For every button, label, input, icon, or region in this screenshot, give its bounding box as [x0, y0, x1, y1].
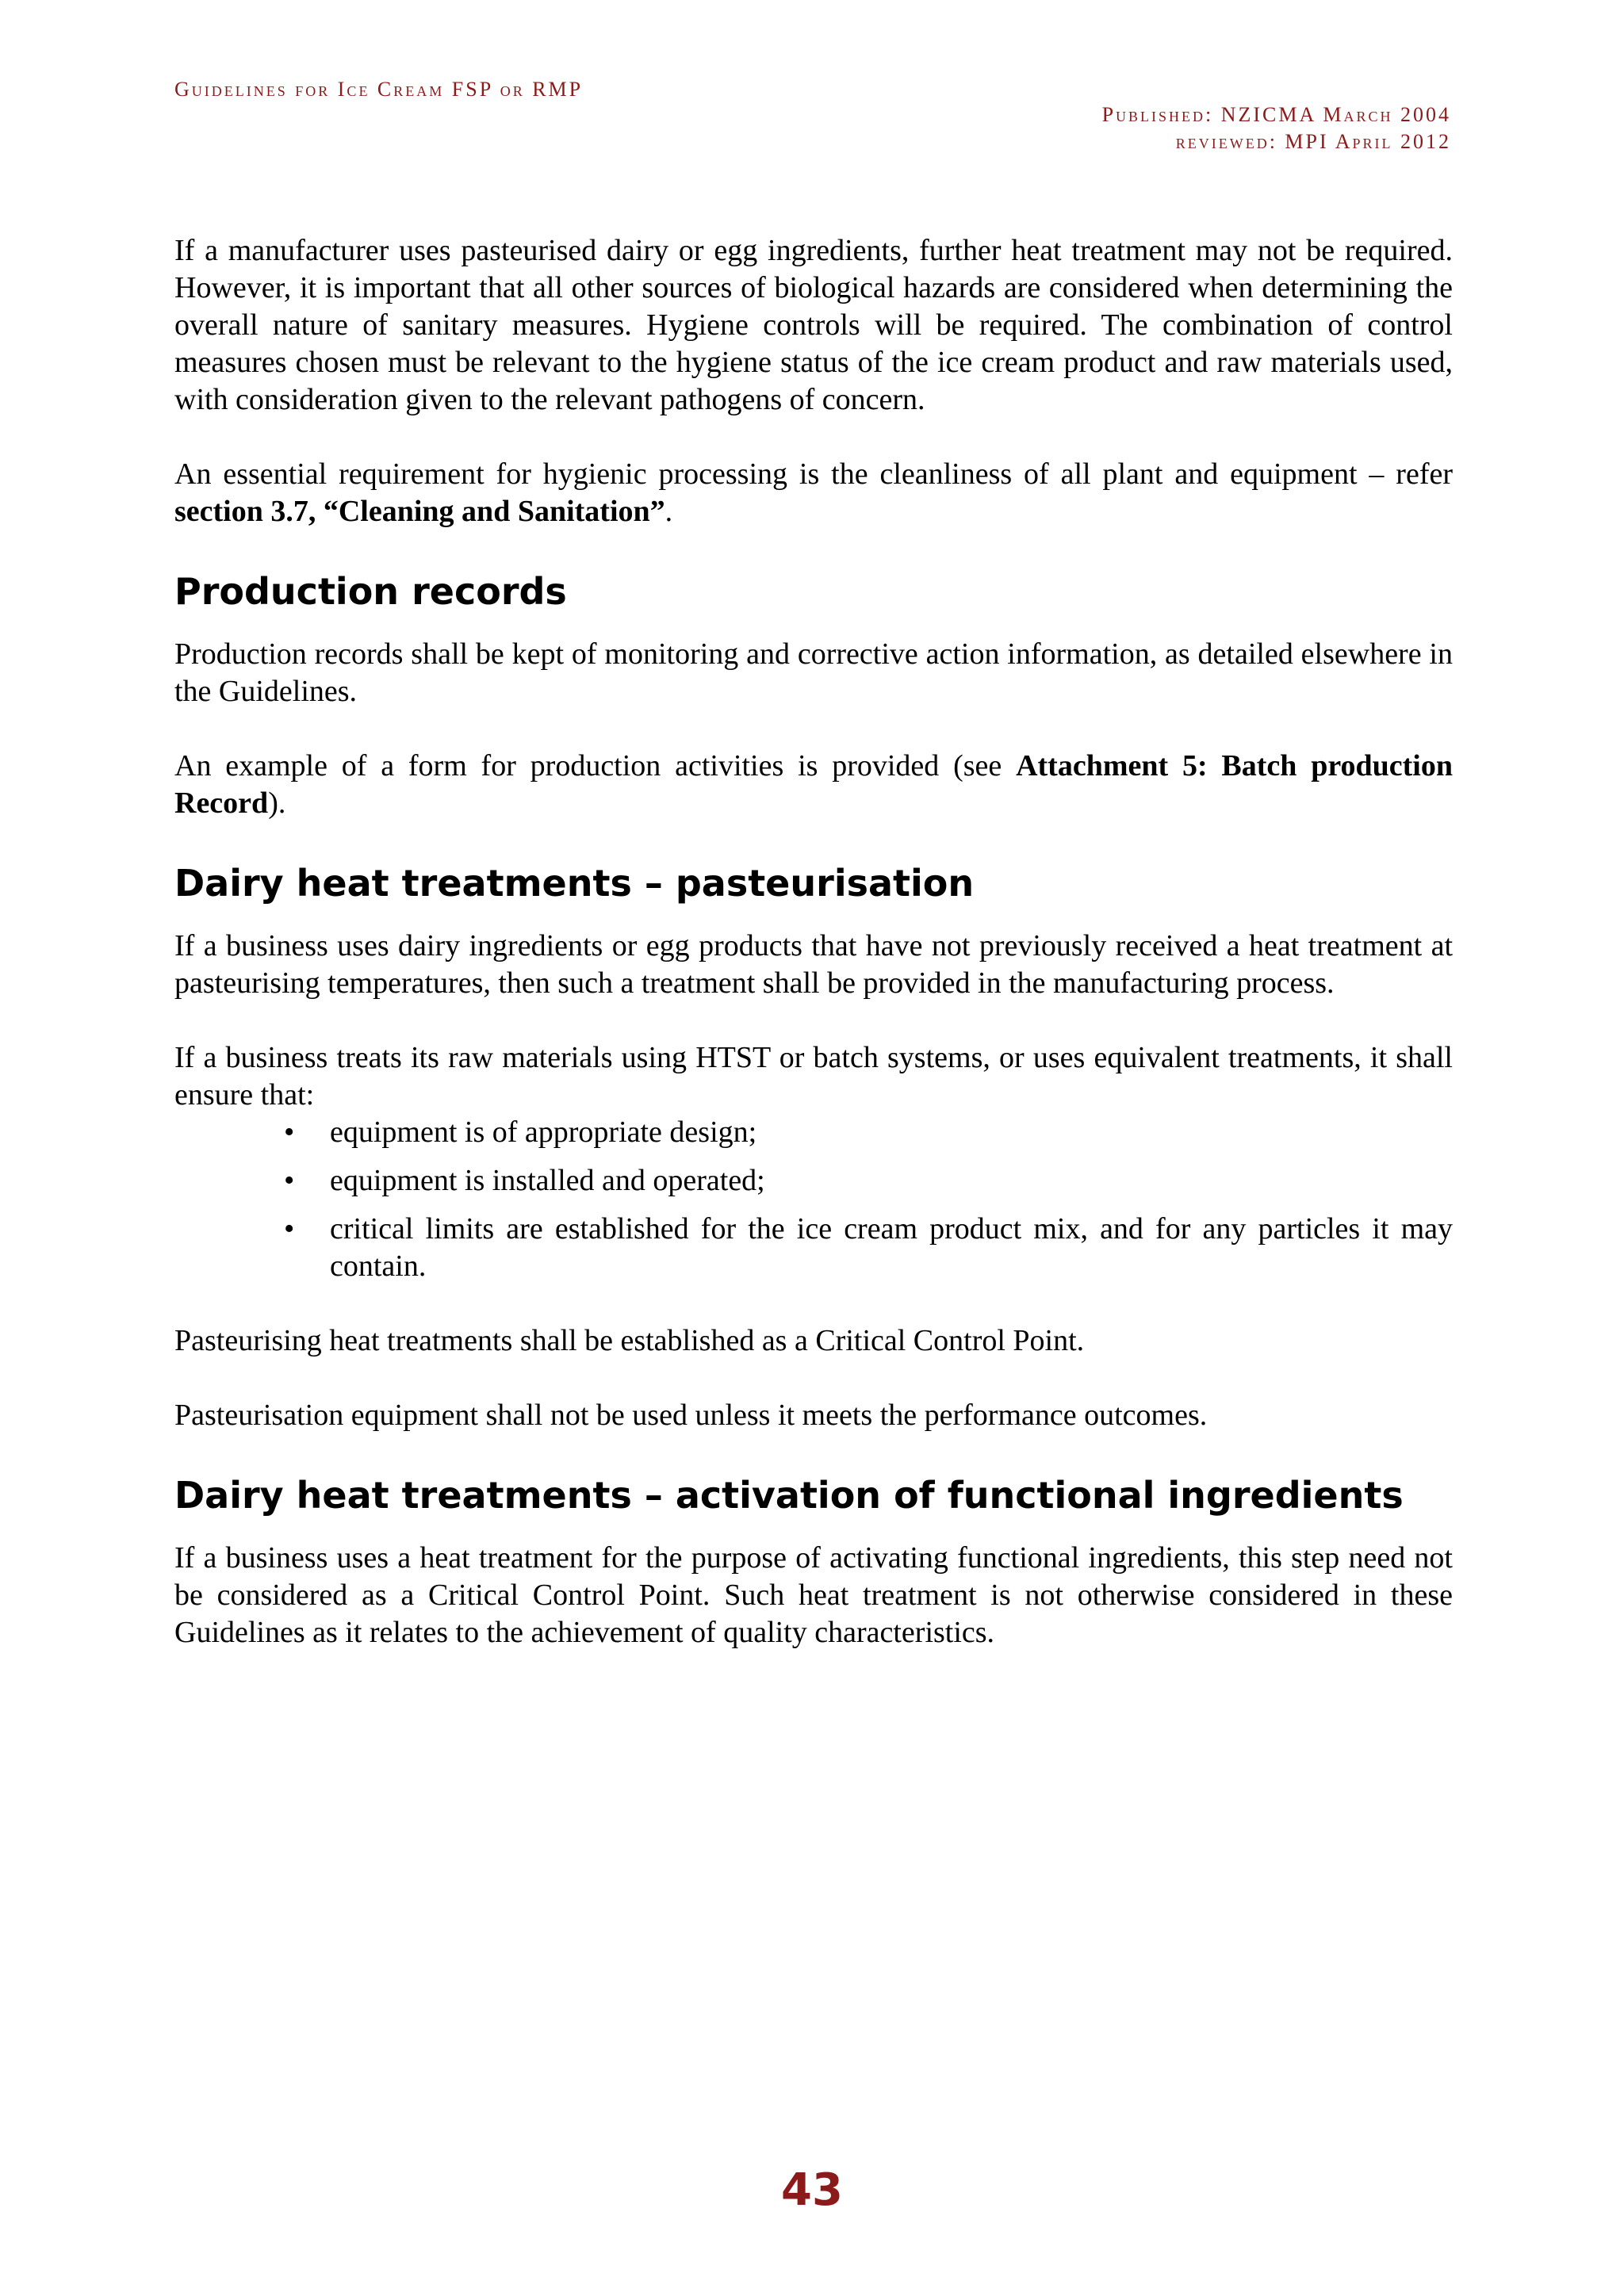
pasteurisation-paragraph-3: Pasteurising heat treatments shall be established as a Critical Control Point.: [174, 1324, 1085, 1357]
list-item-text: equipment is installed and operated;: [330, 1164, 765, 1197]
activation-paragraph-1: If a business uses a heat treatment for the purpose of activating functional ingredients, this step need not be considered as a Critical Control Point. Such heat treatment is not otherwise considered in these Guidelines as it relates to the achievement of quality characteristics.: [174, 1541, 1453, 1649]
intro-paragraph-1: If a manufacturer uses pasteurised dairy or egg ingredients, further heat treatment may not be required. However, it is important that all other sources of biological hazards are considered when determining the overall nature of sanitary measures. Hygiene controls will be required. The combination of control measures chosen must be relevant to the hygiene status of the ice cream product and raw materials used, with consideration given to the relevant pathogens of concern.: [174, 234, 1453, 416]
bullet-icon: •: [284, 1115, 295, 1149]
production-records-paragraph-2-suffix: ).: [268, 786, 286, 820]
published-line: Published: NZICMA March 2004: [1101, 103, 1451, 126]
production-records-paragraph-2-text: An example of a form for production activities is provided (see: [174, 749, 1017, 783]
reviewed-line: reviewed: MPI April 2012: [1175, 130, 1451, 153]
intro-paragraph-2-text: An essential requirement for hygienic processing is the cleanliness of all plant and equipment – refer: [174, 457, 1453, 491]
production-records-paragraph-1: Production records shall be kept of monitoring and corrective action information, as detailed elsewhere in the Guidelines.: [174, 637, 1453, 708]
running-header-publication-info: [1102, 101, 1451, 155]
cleaning-sanitation-reference: section 3.7, “Cleaning and Sanitation”: [174, 495, 665, 528]
pasteurisation-requirements-list: [174, 1114, 1453, 1285]
bullet-icon: •: [284, 1212, 295, 1246]
list-item-text: critical limits are established for the ice cream product mix, and for any particles it may contain.: [330, 1212, 1453, 1283]
production-records-paragraph-2: [174, 748, 1453, 822]
intro-paragraph-2: [174, 456, 1453, 530]
list-item: [284, 1114, 1453, 1151]
heading-production-records: Production records: [174, 570, 567, 613]
list-item: [284, 1162, 1453, 1200]
page-number: 43: [781, 2164, 843, 2216]
list-item: [284, 1211, 1453, 1285]
pasteurisation-paragraph-4: Pasteurisation equipment shall not be used unless it meets the performance outcomes.: [174, 1399, 1208, 1432]
list-item-text: equipment is of appropriate design;: [330, 1115, 757, 1149]
attachment-5-reference: Attachment 5: Batch production Record: [174, 749, 1453, 820]
intro-paragraph-2-suffix: .: [665, 495, 673, 528]
page-content: [174, 232, 1453, 1689]
pasteurisation-paragraph-2: If a business treats its raw materials using HTST or batch systems, or uses equivalent treatments, it shall ensure that:: [174, 1041, 1453, 1112]
running-header-title: Guidelines for Ice Cream FSP or RMP: [174, 78, 584, 101]
pasteurisation-paragraph-1: If a business uses dairy ingredients or egg products that have not previously received a heat treatment at pasteurising temperatures, then such a treatment shall be provided in the manufacturing process.: [174, 929, 1453, 1000]
bullet-icon: •: [284, 1164, 295, 1197]
heading-pasteurisation: Dairy heat treatments – pasteurisation: [174, 862, 975, 905]
heading-activation-functional-ingredients: Dairy heat treatments – activation of functional ingredients: [174, 1474, 1404, 1517]
